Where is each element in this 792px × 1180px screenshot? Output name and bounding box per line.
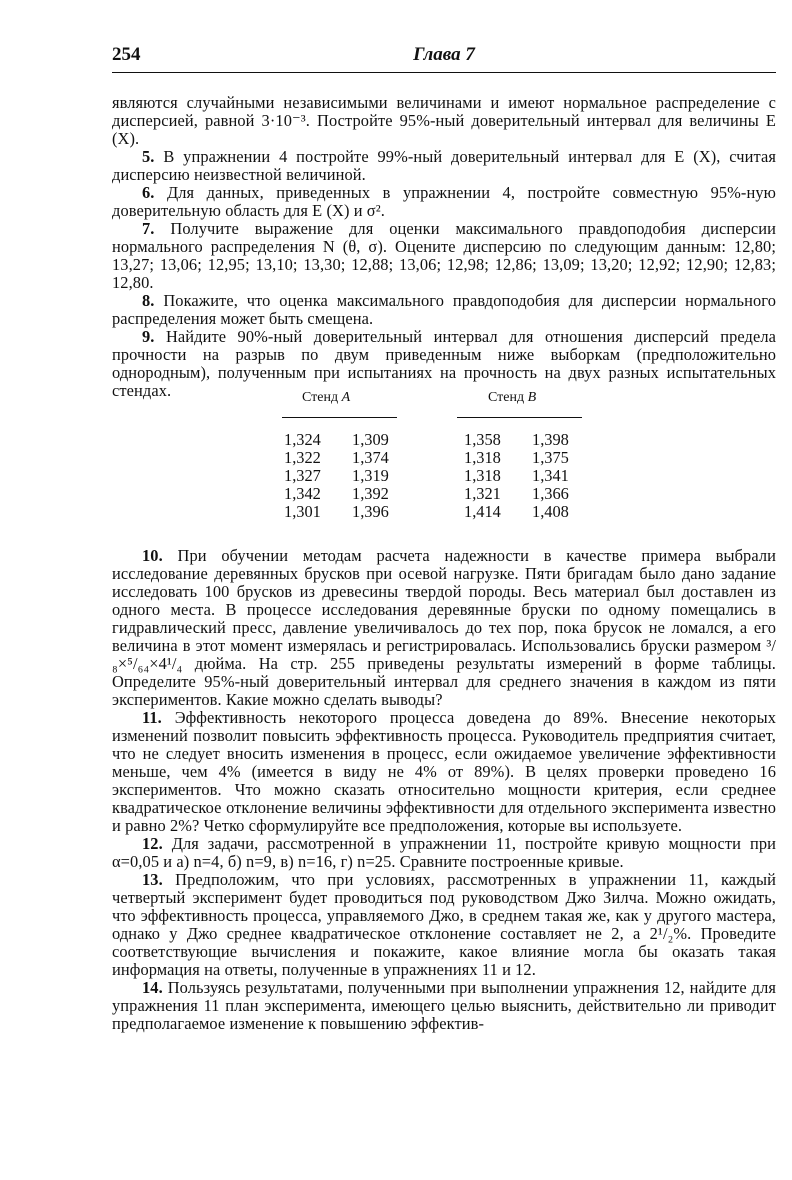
intro-paragraph: являются случайными независимыми величинами и имеют нормальное распределение с дисперсией, равной 3·10⁻³. Постройте 95%-ный доверительный интервал для величины E (X). bbox=[112, 93, 776, 148]
table-cell: 1,309 bbox=[352, 430, 389, 449]
table-cell: 1,366 bbox=[532, 484, 569, 503]
table-column-a1 bbox=[284, 431, 321, 521]
chapter-title: Глава 7 bbox=[413, 44, 475, 65]
table-cell: 1,342 bbox=[284, 484, 321, 503]
stand-a-rule bbox=[282, 417, 397, 418]
exercise-text: Эффективность некоторого процесса доведена до 89%. Внесение некоторых изменений позволит повысить эффективность процесса. Руководитель предприятия считает, что не следует вносить изменения в процесс, если ожидаемое увеличение эффективности меньше, чем 4% (имеется в виду не 4% от 89%). В целях проверки проведено 16 экспериментов. Что можно сказать относительно мощности критерия, если среднее квадратическое отклонение величины эффективности для отдельного эксперимента известно и равно 2%? Четко сформулируйте все предположения, которые вы используете. bbox=[112, 708, 777, 835]
table-cell: 1,327 bbox=[284, 466, 321, 485]
table-cell: 1,319 bbox=[352, 466, 389, 485]
table-column-b2 bbox=[532, 431, 569, 521]
table-cell: 1,396 bbox=[352, 502, 389, 521]
exercise-13 bbox=[112, 871, 776, 979]
stand-b-label: Стенд bbox=[488, 390, 525, 405]
exercise-text: Получите выражение для оценки максимального правдоподобия дисперсии нормального распределения N (θ, σ). Оцените дисперсию по следующим данным: 12,80; 13,27; 13,06; 12,95; 13,10; 13,30; 12,88; 13,06; 12,98; 12,86; 13,09; 13,20; 12,92; 12,90; 12,83; 12,80. bbox=[112, 219, 776, 292]
exercise-text: Пользуясь результатами, полученными при выполнении упражнения 12, найдите для упражнения 11 план эксперимента, имеющего целью выяснить, действительно ли приводит предполагаемое изменение к повышению эффектив- bbox=[112, 978, 776, 1033]
exercise-text: Предположим, что при условиях, рассмотренных в упражнении 11, каждый четвертый эксперимент будет проводиться под руководством Джо Зилча. Можно ожидать, что эффективность процесса, управляемого Джо, в среднем такая же, как у другого мастера, однако у Джо среднее квадратическое отклонение составляет не 2, а 2¹/₂%. Проведите соответствующие вычисления и покажите, какое влияние могла бы оказать такая информация на ответы, полученные в упражнениях 11 и 12. bbox=[112, 870, 776, 979]
table-header-stand-b bbox=[488, 390, 536, 406]
exercise-8 bbox=[112, 292, 776, 328]
table-cell: 1,414 bbox=[464, 502, 501, 521]
exercise-number: 11. bbox=[142, 708, 162, 727]
stand-data-table bbox=[282, 390, 592, 520]
top-text-block bbox=[112, 94, 776, 400]
exercise-text: Найдите 90%-ный доверительный интервал для отношения дисперсий предела прочности на разрыв по двум приведенным ниже выборкам (предположительно однородным), полученным при испытаниях на прочность на двух разных испытательных стендах. bbox=[112, 327, 776, 400]
table-cell: 1,318 bbox=[464, 466, 501, 485]
exercise-text: При обучении методам расчета надежности в качестве примера выбрали исследование деревянных брусков при осевой нагрузке. Пяти бригадам было дано задание исследовать 100 брусков из древесины твердой породы. Весь материал был доставлен из одного места. В процессе исследования деревянные бруски по одному помещались в гидравлический пресс, давление увеличивалось до тех пор, пока брусок не ломался, а его величина в этот момент измерялась и регистрировалась. Использовались бруски размером ³/₈×⁵/₆₄×4¹/₄ дюйма. На стр. 255 приведены результаты измерений в форме таблицы. Определите 95%-ный доверительный интервал для среднего значения в каждом из пяти экспериментов. Какие можно сделать выводы? bbox=[112, 546, 777, 709]
table-cell: 1,318 bbox=[464, 448, 501, 467]
exercise-10 bbox=[112, 547, 776, 709]
stand-b-letter: B bbox=[527, 390, 537, 405]
stand-a-letter: A bbox=[341, 390, 351, 405]
table-cell: 1,321 bbox=[464, 484, 501, 503]
exercise-text: Для данных, приведенных в упражнении 4, постройте совместную 95%-ную доверительную область для E (X) и σ². bbox=[112, 183, 776, 220]
exercise-number: 14. bbox=[142, 978, 163, 997]
exercise-6 bbox=[112, 184, 776, 220]
stand-a-label: Стенд bbox=[302, 390, 339, 405]
exercise-text: В упражнении 4 постройте 99%-ный доверительный интервал для E (X), считая дисперсию неизвестной величиной. bbox=[112, 147, 776, 184]
header-rule bbox=[112, 72, 776, 73]
table-header-stand-a bbox=[302, 390, 350, 406]
exercise-number: 8. bbox=[142, 291, 155, 310]
exercise-7 bbox=[112, 220, 776, 292]
table-cell: 1,341 bbox=[532, 466, 569, 485]
table-cell: 1,392 bbox=[352, 484, 389, 503]
table-cell: 1,398 bbox=[532, 430, 569, 449]
exercise-number: 10. bbox=[142, 546, 163, 565]
exercise-number: 6. bbox=[142, 183, 155, 202]
exercise-5 bbox=[112, 148, 776, 184]
exercise-number: 7. bbox=[142, 219, 155, 238]
exercise-12 bbox=[112, 835, 776, 871]
table-cell: 1,301 bbox=[284, 502, 321, 521]
table-cell: 1,374 bbox=[352, 448, 389, 467]
exercise-text: Для задачи, рассмотренной в упражнении 11, постройте кривую мощности при α=0,05 и а) n=4, б) n=9, в) n=16, г) n=25. Сравните построенные кривые. bbox=[112, 834, 776, 871]
bottom-text-block bbox=[112, 547, 776, 1033]
table-cell: 1,408 bbox=[532, 502, 569, 521]
table-cell: 1,324 bbox=[284, 430, 321, 449]
page-number: 254 bbox=[112, 44, 141, 65]
table-column-a2 bbox=[352, 431, 389, 521]
exercise-14 bbox=[112, 979, 776, 1033]
exercise-number: 13. bbox=[142, 870, 163, 889]
table-cell: 1,322 bbox=[284, 448, 321, 467]
exercise-number: 12. bbox=[142, 834, 163, 853]
table-column-b1 bbox=[464, 431, 501, 521]
exercise-number: 5. bbox=[142, 147, 155, 166]
stand-b-rule bbox=[457, 417, 582, 418]
table-cell: 1,375 bbox=[532, 448, 569, 467]
table-cell: 1,358 bbox=[464, 430, 501, 449]
exercise-11 bbox=[112, 709, 776, 835]
exercise-text: Покажите, что оценка максимального правдоподобия для дисперсии нормального распределения может быть смещена. bbox=[112, 291, 776, 328]
exercise-number: 9. bbox=[142, 327, 155, 346]
page-header bbox=[112, 44, 776, 68]
